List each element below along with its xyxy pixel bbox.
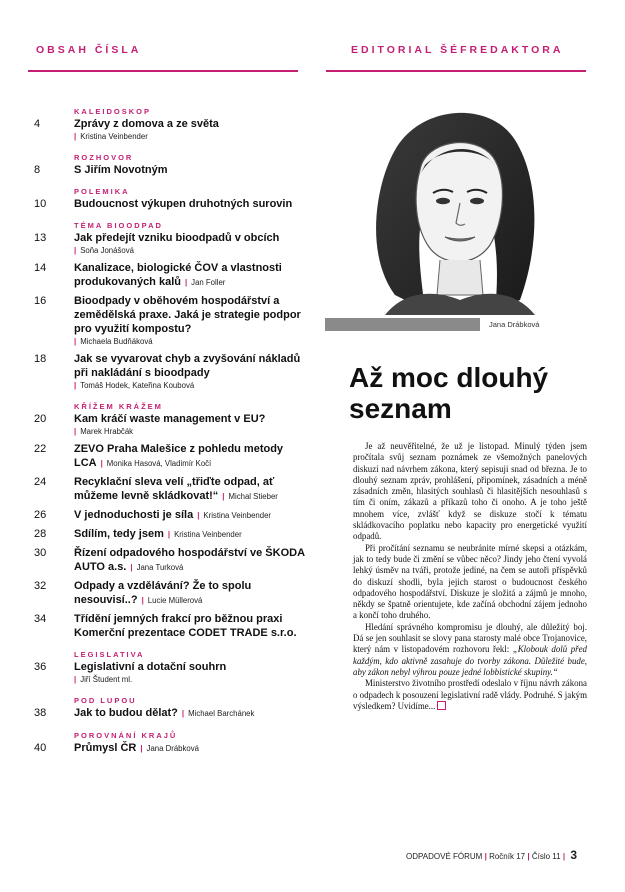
toc-entry-author-name: Jan Foller — [191, 278, 226, 287]
toc-entry-title-text: Sdílím, tedy jsem — [74, 528, 164, 540]
toc-entry-title-text: Legislativní a dotační souhrn — [74, 661, 227, 673]
contents-header: OBSAH ČÍSLA — [36, 44, 142, 56]
author-separator: | — [100, 459, 103, 468]
toc-entry-title-text: Třídění jemných frakcí pro běžnou praxi Komerční prezentace CODET TRADE s.r.o. — [74, 613, 297, 639]
footer-divider: | — [562, 852, 566, 861]
toc-entry-title — [74, 261, 309, 290]
toc-entry-title — [74, 508, 309, 523]
end-mark-icon — [437, 701, 446, 710]
editorial-title: Až moc dlouhý seznam — [349, 362, 549, 424]
toc-page-number: 28 — [34, 528, 47, 540]
toc-entry[interactable] — [34, 741, 309, 756]
toc-entry-body — [74, 741, 309, 756]
toc-entry[interactable] — [34, 294, 309, 348]
toc-entry-author — [74, 336, 309, 348]
toc-entry-title — [74, 197, 309, 211]
editorial-quote: „Klobouk dolů před každým, kdo aktivně zasahuje do tvorby zákona. Důležité bude, aby zákon nebyl výhrou pouze jedné lobbistické skupiny.“ — [353, 644, 587, 677]
toc-entry-title-text: ZEVO Praha Malešice z pohledu metody LCA — [74, 443, 284, 469]
toc-entry[interactable] — [34, 706, 309, 721]
toc-entry-author — [74, 426, 309, 438]
toc-entry-title-text: Kanalizace, biologické ČOV a vlastnosti produkovaných kalů — [74, 262, 282, 288]
toc-entry-body — [74, 612, 309, 640]
toc-page-number: 40 — [34, 742, 47, 754]
toc-section-label: TÉMA BIOODPAD — [74, 221, 163, 230]
toc-entry-body — [74, 579, 309, 608]
toc-entry-author-name: Soňa Jonášová — [80, 246, 134, 255]
toc-entry-body — [74, 231, 309, 257]
toc-entry-title — [74, 231, 309, 245]
header-divider — [28, 70, 298, 72]
toc-entry-author — [74, 380, 309, 392]
toc-entry-title-text: S Jiřím Novotným — [74, 164, 168, 176]
toc-entry-author — [185, 278, 225, 287]
author-separator: | — [74, 427, 77, 436]
toc-entry-title-text: Jak se vyvarovat chyb a zvyšování nákladů při nakládání s bioodpady — [74, 353, 301, 379]
toc-entry[interactable] — [34, 527, 309, 542]
toc-entry-title — [74, 706, 309, 721]
toc-entry-title — [74, 294, 309, 336]
toc-page-number: 18 — [34, 353, 47, 365]
toc-entry-title-text: Recyklační sleva velí „třiďte odpad, ať můžeme levně skládkovat!“ — [74, 476, 275, 502]
toc-entry-author-name: Michael Barchánek — [188, 709, 255, 718]
portrait-caption: Jana Drábková — [489, 320, 540, 329]
author-separator: | — [167, 530, 171, 539]
toc-page-number: 34 — [34, 613, 47, 625]
toc-entry-title-text: Jak to budou dělat? — [74, 707, 178, 719]
toc-entry-title — [74, 612, 309, 640]
editorial-paragraph: Při pročítání seznamu se neubránite mírné skepsi a otázkám, jak to tedy bude či změní se vůbec něco? Jindy jeho čtení vyvolá lehký úsměv na tváři, protože jediné, na čem se autoři příspěvků do diskuzí shodli, byla jejich starost o budoucnost českého odpadového hospodářství. Diskuze je složitá a zájmů je mnoho, někdy se špatně orientujete, kde začíná obchodní zájem jednoho a končí toho druhého. — [353, 542, 587, 621]
toc-entry-title-text: Budoucnost výkupen druhotných surovin — [74, 198, 293, 210]
page-footer — [406, 848, 577, 862]
toc-entry[interactable] — [34, 163, 309, 177]
page-number: 3 — [570, 848, 577, 862]
toc-entry-author — [142, 596, 203, 605]
toc-entry-author — [101, 459, 212, 468]
author-separator: | — [74, 246, 77, 255]
toc-section-label: LEGISLATIVA — [74, 650, 145, 659]
toc-entry-body — [74, 442, 309, 471]
toc-entry-title-text: V jednoduchosti je síla — [74, 509, 194, 521]
toc-page-number: 16 — [34, 295, 47, 307]
toc-entry-author — [140, 744, 199, 753]
footer-volume: Ročník 17 — [489, 852, 526, 861]
toc-page-number: 22 — [34, 443, 47, 455]
toc-section-label: POROVNÁNÍ KRAJŮ — [74, 731, 178, 740]
author-separator: | — [181, 709, 185, 718]
toc-section-label: KALEIDOSKOP — [74, 107, 152, 116]
author-separator: | — [222, 492, 225, 501]
toc-entry-title-text: Bioodpady v oběhovém hospodářství a zemědělská praxe. Jaká je strategie podpor pro využití kompostu? — [74, 295, 301, 335]
author-separator: | — [197, 511, 200, 520]
toc-entry-author-name: Michaela Budňáková — [80, 337, 153, 346]
editorial-paragraph: Je až neuvěřitelné, že už je listopad. Minulý týden jsem pročítala svůj seznam poznámek ze všemožných panelových diskuzí nad návrhem zákona, který sepisuji snad od března. Je to dlouhý seznam zpráv, prohlášení, připomínek, zásadních a méně zásadních změn, hlasitých souhlasů či hlasitějších nesouhlasů s tím či oním, zákazů a příkazů toho či onoho. A je toho ještě mnohem více, zvlášť když se diskuze stočí k tématu skládkovacího poplatku nebo kapacity pro energetické využití odpadů. — [353, 441, 587, 542]
toc-entry-body — [74, 546, 309, 575]
toc-page-number: 24 — [34, 476, 47, 488]
toc-entry-author-name: Monika Hasová, Vladimír Kočí — [106, 459, 212, 468]
toc-page-number: 10 — [34, 198, 47, 210]
toc-entry-author-name: Kristina Veinbender — [203, 511, 272, 520]
toc-entry[interactable] — [34, 231, 309, 257]
toc-entry-body — [74, 508, 309, 523]
toc-entry-body — [74, 163, 309, 177]
toc-page-number: 20 — [34, 413, 47, 425]
toc-entry-author-name: Jana Turková — [136, 563, 184, 572]
footer-issue: Číslo 11 — [531, 852, 561, 861]
toc-entry[interactable] — [34, 261, 309, 290]
toc-section — [34, 106, 309, 143]
author-separator: | — [74, 381, 77, 390]
author-separator: | — [74, 337, 77, 346]
toc-entry-author — [222, 492, 278, 501]
toc-entry-title — [74, 352, 309, 380]
toc-entry[interactable] — [34, 197, 309, 211]
editorial-paragraph — [353, 678, 587, 712]
toc-entry-author — [74, 131, 309, 143]
toc-entry-body — [74, 197, 309, 211]
toc-entry-author — [168, 530, 242, 539]
toc-page-number: 4 — [34, 118, 41, 130]
toc-entry-title-text: Zprávy z domova a ze světa — [74, 118, 219, 130]
toc-entry-author-name: Lucie Müllerová — [147, 596, 203, 605]
toc-entry-body — [74, 352, 309, 392]
footer-divider: | — [527, 852, 530, 861]
toc-entry-author — [197, 511, 271, 520]
toc-section — [34, 649, 309, 686]
footer-magazine: ODPADOVÉ FÓRUM — [406, 852, 483, 861]
toc-page-number: 36 — [34, 661, 47, 673]
toc-entry-body — [74, 706, 309, 721]
toc-section — [34, 220, 309, 392]
toc-section-label: ROZHOVOR — [74, 153, 134, 162]
toc-entry-author-name: Jana Drábková — [146, 744, 199, 753]
toc-entry-author-name: Marek Hrabčák — [80, 427, 134, 436]
toc-entry-author-name: Tomáš Hodek, Kateřina Koubová — [80, 381, 195, 390]
toc-entry-title — [74, 660, 309, 674]
toc-entry-title — [74, 546, 309, 575]
author-separator: | — [140, 744, 143, 753]
toc-entry-title-text: Řízení odpadového hospodářství ve ŠKODA AUTO a.s. — [74, 547, 305, 573]
toc-entry-title-text: Průmysl ČR — [74, 742, 137, 754]
toc-entry-body — [74, 117, 309, 143]
author-separator: | — [74, 675, 77, 684]
toc-page-number: 38 — [34, 707, 47, 719]
toc-entry[interactable] — [34, 579, 309, 608]
author-separator: | — [130, 563, 133, 572]
toc-entry-body — [74, 660, 309, 686]
editorial-paragraph — [353, 622, 587, 678]
toc-entry-body — [74, 261, 309, 290]
toc-entry-author-name: Michal Stieber — [228, 492, 278, 501]
toc-page-number: 8 — [34, 164, 41, 176]
toc-section — [34, 152, 309, 177]
toc-section-label: POLEMIKA — [74, 187, 130, 196]
header-divider — [326, 70, 586, 72]
toc-entry-body — [74, 412, 309, 438]
footer-divider: | — [484, 852, 487, 861]
table-of-contents — [34, 106, 309, 765]
toc-entry-author — [74, 245, 309, 257]
toc-entry-title — [74, 579, 309, 608]
author-separator: | — [141, 596, 144, 605]
toc-section — [34, 730, 309, 756]
toc-entry-title — [74, 412, 309, 426]
toc-entry[interactable] — [34, 546, 309, 575]
editorial-text — [353, 441, 587, 712]
toc-entry[interactable] — [34, 475, 309, 504]
toc-entry-author — [130, 563, 183, 572]
toc-entry-body — [74, 475, 309, 504]
toc-section-label: KŘÍŽEM KRÁŽEM — [74, 402, 163, 411]
toc-page-number: 13 — [34, 232, 47, 244]
toc-entry-title — [74, 741, 309, 756]
author-separator: | — [184, 278, 188, 287]
toc-entry[interactable] — [34, 117, 309, 143]
toc-entry[interactable] — [34, 442, 309, 471]
toc-entry[interactable] — [34, 508, 309, 523]
toc-entry[interactable] — [34, 660, 309, 686]
editorial-text-span: Ministerstvo životního prostředí odeslalo v říjnu návrh zákona o odpadech k posouzení legislativní radě vlády. Podruhé. S jakým výsledkem? Uvidíme... — [353, 678, 587, 711]
toc-entry-title-text: Jak předejít vzniku bioodpadů v obcích — [74, 232, 280, 244]
toc-entry-author — [74, 674, 309, 686]
toc-section-label: POD LUPOU — [74, 696, 137, 705]
toc-section — [34, 401, 309, 640]
toc-page-number: 14 — [34, 262, 47, 274]
toc-entry-title-text: Kam kráčí waste management v EU? — [74, 413, 266, 425]
toc-entry-title — [74, 527, 309, 542]
toc-section — [34, 695, 309, 721]
toc-entry-author — [182, 709, 255, 718]
toc-page-number: 30 — [34, 547, 47, 559]
toc-entry-body — [74, 294, 309, 348]
toc-entry-title — [74, 117, 309, 131]
toc-entry-title — [74, 442, 309, 471]
toc-entry-author-name: Kristina Veinbender — [174, 530, 242, 539]
toc-section — [34, 186, 309, 211]
portrait-caption-bar — [325, 318, 480, 331]
toc-entry[interactable] — [34, 412, 309, 438]
toc-entry-title — [74, 475, 309, 504]
toc-page-number: 32 — [34, 580, 47, 592]
toc-entry-title — [74, 163, 309, 177]
toc-entry[interactable] — [34, 612, 309, 640]
author-separator: | — [74, 132, 77, 141]
toc-entry[interactable] — [34, 352, 309, 392]
toc-entry-author-name: Jiří Študent ml. — [80, 675, 133, 684]
toc-entry-body — [74, 527, 309, 542]
toc-entry-title-text: Odpady a vzdělávání? Že to spolu nesouvisí..? — [74, 580, 252, 606]
editorial-header: EDITORIAL ŠÉFREDAKTORA — [351, 44, 564, 56]
toc-entry-author-name: Kristina Veinbender — [80, 132, 148, 141]
toc-page-number: 26 — [34, 509, 47, 521]
portrait-illustration — [325, 95, 585, 315]
editorial-text-span: Hledání správného kompromisu je dlouhý, ale důležitý boj. Dá se jen souhlasit se slovy pana starosty malé obce Trojanovice, který nám v listopadovém rozhovoru řekl: — [353, 621, 587, 655]
